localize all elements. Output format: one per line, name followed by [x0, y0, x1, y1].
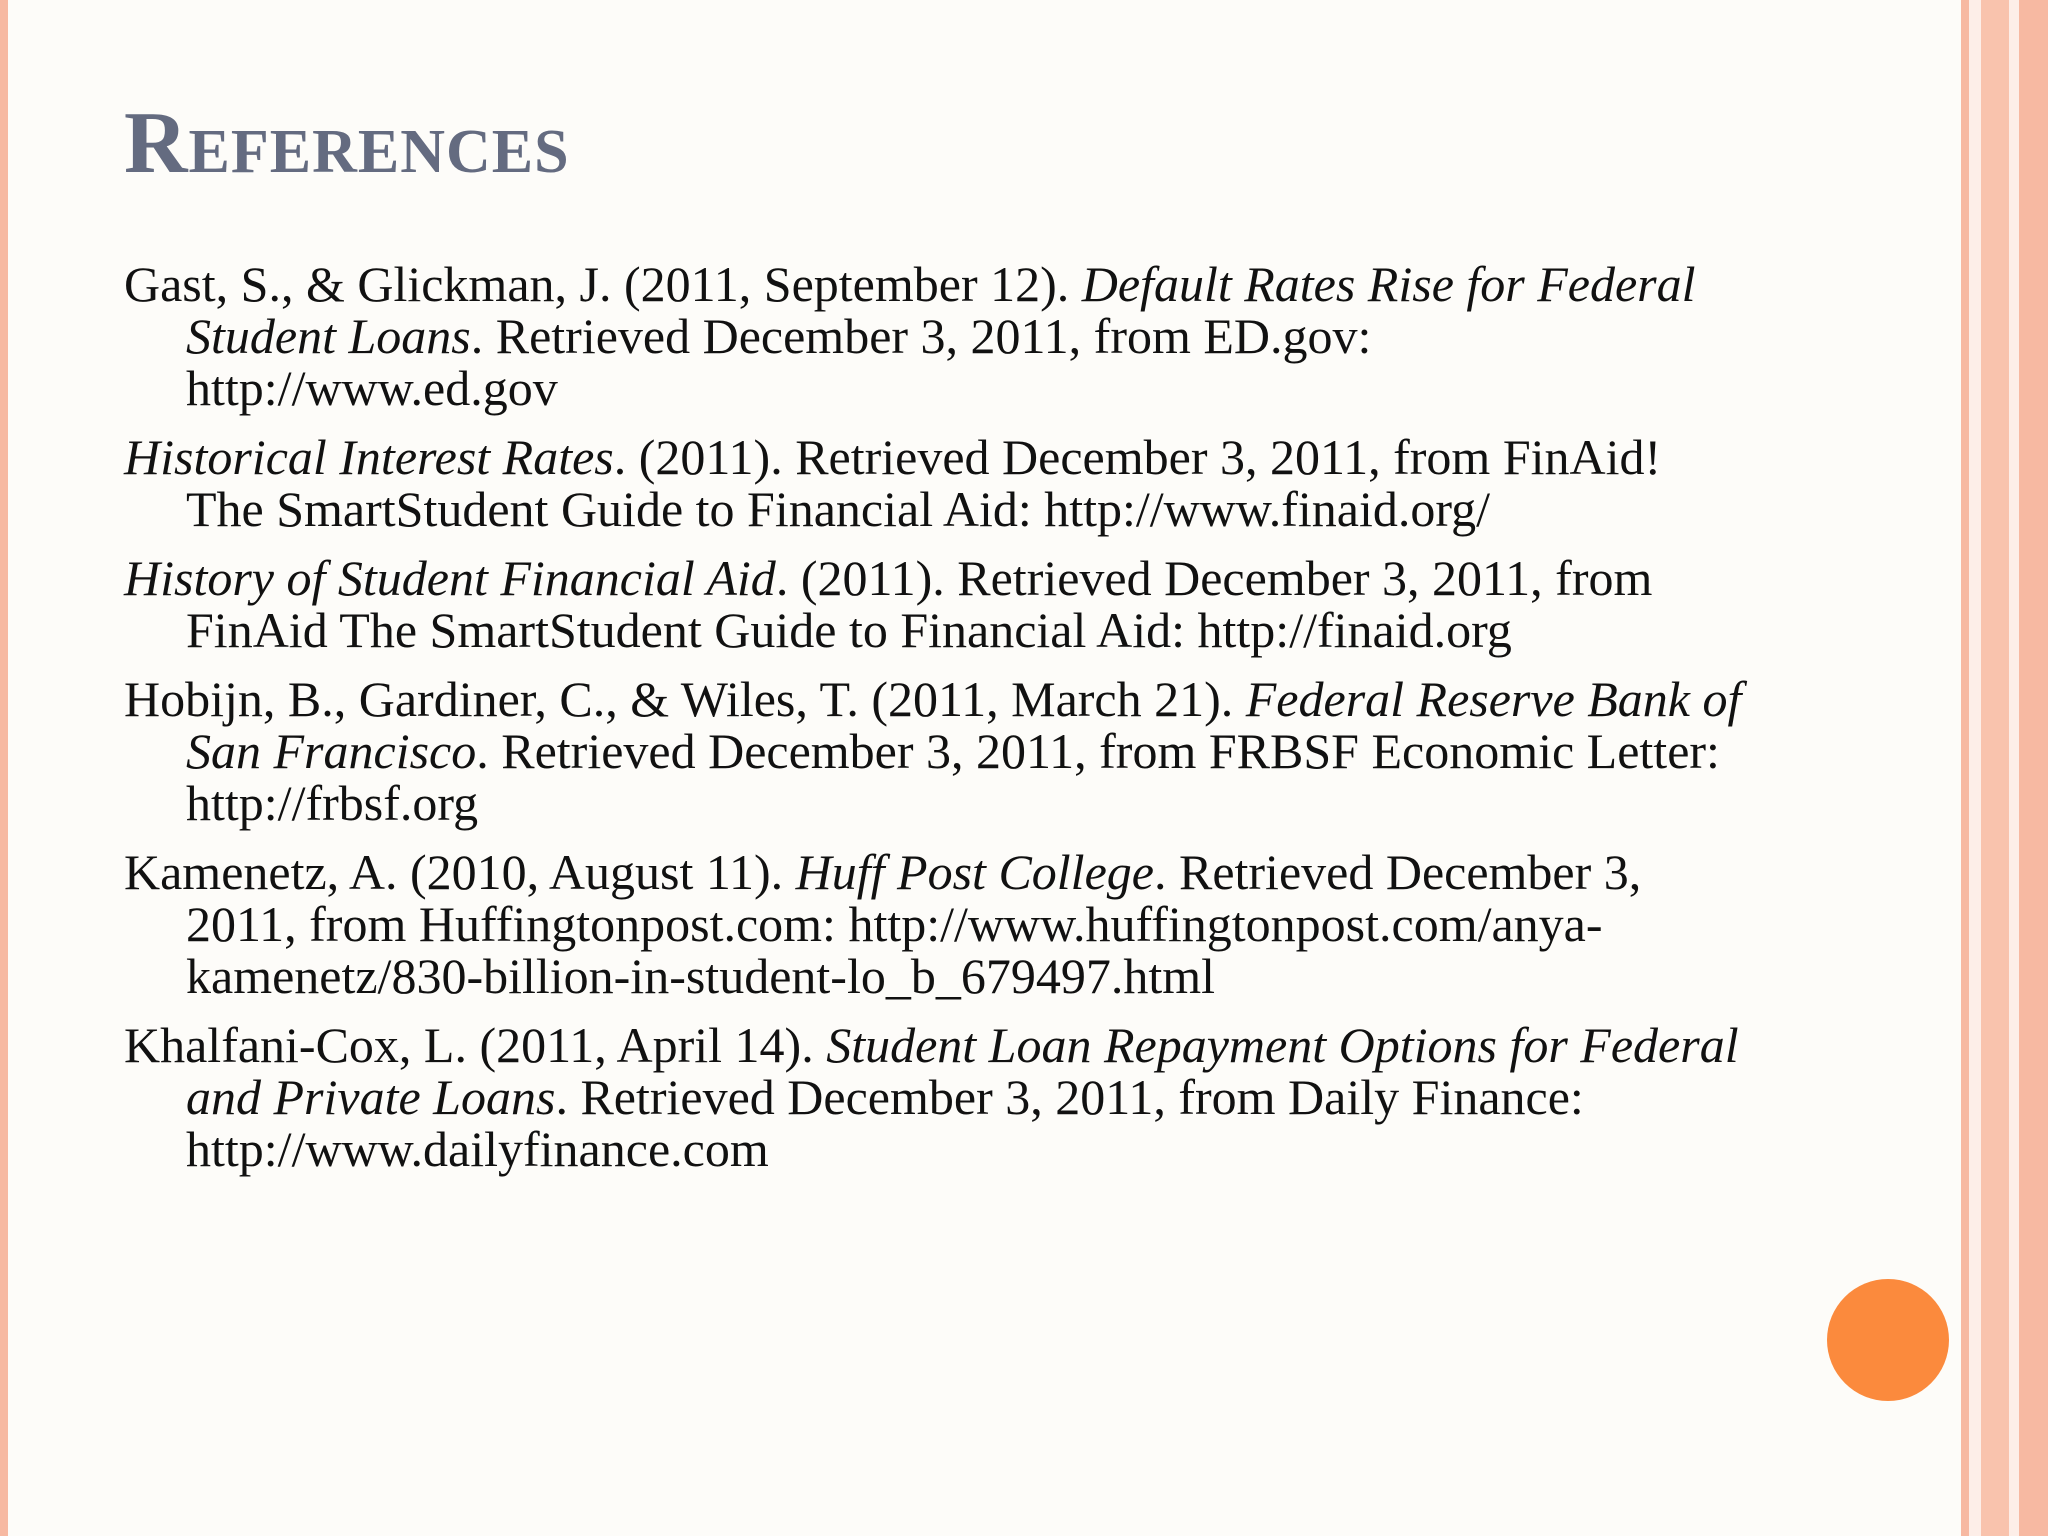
- reference-item: [124, 846, 1744, 1002]
- reference-retrieval: . Retrieved December 3, 2011, from Huffingtonpost.com: http://www.huffingtonpost.com/anya-kamenetz/830-billion-in-student-lo_b_679497.html: [186, 844, 1642, 1004]
- slide-title: References: [124, 95, 570, 192]
- right-border-gap: [2009, 0, 2019, 1536]
- reference-title: Default Rates Rise for Federal Student Loans: [186, 256, 1696, 364]
- reference-retrieval: . Retrieved December 3, 2011, from Daily Finance: http://www.dailyfinance.com: [186, 1069, 1584, 1177]
- right-border-gap: [1969, 0, 1981, 1536]
- reference-authors-date: Khalfani-Cox, L. (2011, April 14).: [124, 1017, 827, 1073]
- reference-retrieval: . Retrieved December 3, 2011, from ED.gov: http://www.ed.gov: [186, 308, 1372, 416]
- right-border-stripe: [2019, 0, 2048, 1536]
- reference-list: [124, 258, 1744, 1192]
- right-border-stripe: [1981, 0, 2009, 1536]
- reference-item: [124, 258, 1744, 414]
- reference-item: [124, 431, 1744, 535]
- reference-title: Federal Reserve Bank of San Francisco: [186, 671, 1742, 779]
- reference-authors-date: Hobijn, B., Gardiner, C., & Wiles, T. (2011, March 21).: [124, 671, 1246, 727]
- reference-item: [124, 552, 1744, 656]
- reference-authors-date: Gast, S., & Glickman, J. (2011, September 12).: [124, 256, 1082, 312]
- left-border-stripe: [0, 0, 8, 1536]
- reference-title: Historical Interest Rates: [124, 429, 614, 485]
- reference-retrieval: . (2011). Retrieved December 3, 2011, from FinAid The SmartStudent Guide to Financial Aid: http://finaid.org: [186, 550, 1653, 658]
- reference-title: History of Student Financial Aid: [124, 550, 776, 606]
- reference-authors-date: Kamenetz, A. (2010, August 11).: [124, 844, 796, 900]
- decorative-orange-circle: [1827, 1279, 1949, 1401]
- reference-retrieval: . Retrieved December 3, 2011, from FRBSF Economic Letter: http://frbsf.org: [186, 723, 1720, 831]
- right-border-stripe: [1961, 0, 1969, 1536]
- reference-item: [124, 673, 1744, 829]
- reference-item: [124, 1019, 1744, 1175]
- reference-title: Student Loan Repayment Options for Federal and Private Loans: [186, 1017, 1739, 1125]
- reference-title: Huff Post College: [795, 844, 1154, 900]
- reference-retrieval: . (2011). Retrieved December 3, 2011, from FinAid! The SmartStudent Guide to Financial Aid: http://www.finaid.org/: [186, 429, 1662, 537]
